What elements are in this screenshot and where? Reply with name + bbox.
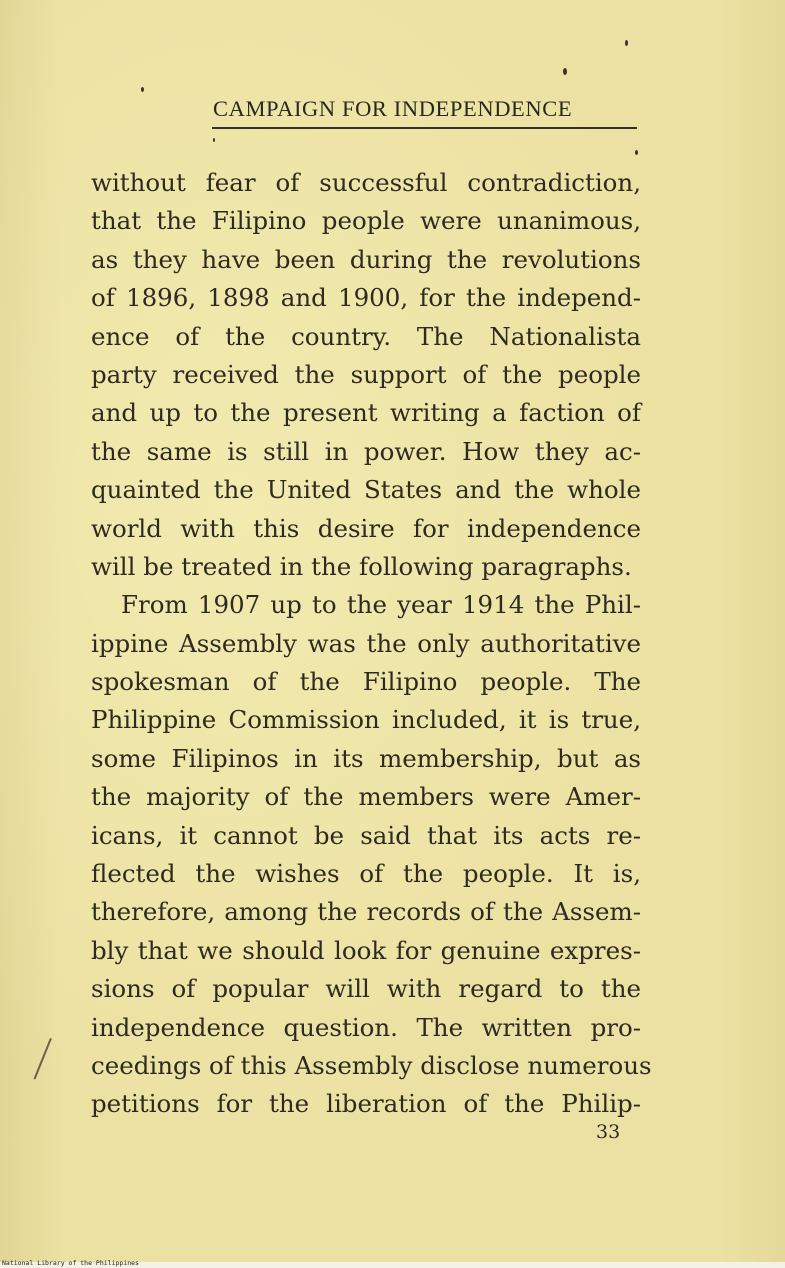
text-line: without fear of successful contradiction, [91,168,641,197]
header-rule [212,127,637,129]
pencil-mark [34,1038,52,1080]
text-line: ippine Assembly was the only authoritative [91,628,641,658]
text-line: the same is still in power. How they ac- [91,436,641,466]
text-line: that the Filipino people were unanimous, [91,206,641,236]
text-line: sions of popular will with regard to the [91,974,641,1004]
text-line: flected the wishes of the people. It is, [91,859,641,889]
text-line: as they have been during the revolutions [91,244,641,274]
text-line: independence question. The written pro- [91,1012,641,1042]
scan-credit: National Library of the Philippines [2,1259,139,1267]
ink-speck [141,87,144,92]
ink-speck [213,138,215,142]
text-line: quainted the United States and the whole [91,475,641,505]
text-line: the majority of the members were Amer- [91,782,641,812]
text-line: Philippine Commission included, it is true, [91,705,641,735]
ink-speck [625,40,628,46]
ink-speck [635,150,638,155]
text-line: petitions for the liberation of the Philip- [91,1089,641,1119]
text-line: will be treated in the following paragraphs. [91,551,632,581]
text-line: therefore, among the records of the Assem- [91,897,641,927]
text-line: some Filipinos in its membership, but as [91,743,641,773]
text-line: world with this desire for independence [91,513,641,543]
text-line: ceedings of this Assembly disclose numerous [91,1050,652,1080]
ink-speck [563,68,567,75]
text-line: bly that we should look for genuine expres- [91,935,641,965]
text-line: icans, it cannot be said that its acts re- [91,820,641,850]
running-head: CAMPAIGN FOR INDEPENDENCE [213,96,573,121]
text-line: ence of the country. The Nationalista [91,321,641,351]
text-line: From 1907 up to the year 1914 the Phil- [121,590,641,620]
text-line: spokesman of the Filipino people. The [91,667,641,697]
body-text [91,164,652,1124]
page-number: 33 [596,1121,621,1143]
text-line: party received the support of the people [91,359,641,389]
text-line: of 1896, 1898 and 1900, for the independ- [91,283,641,313]
text-line: and up to the present writing a faction of [91,398,641,428]
